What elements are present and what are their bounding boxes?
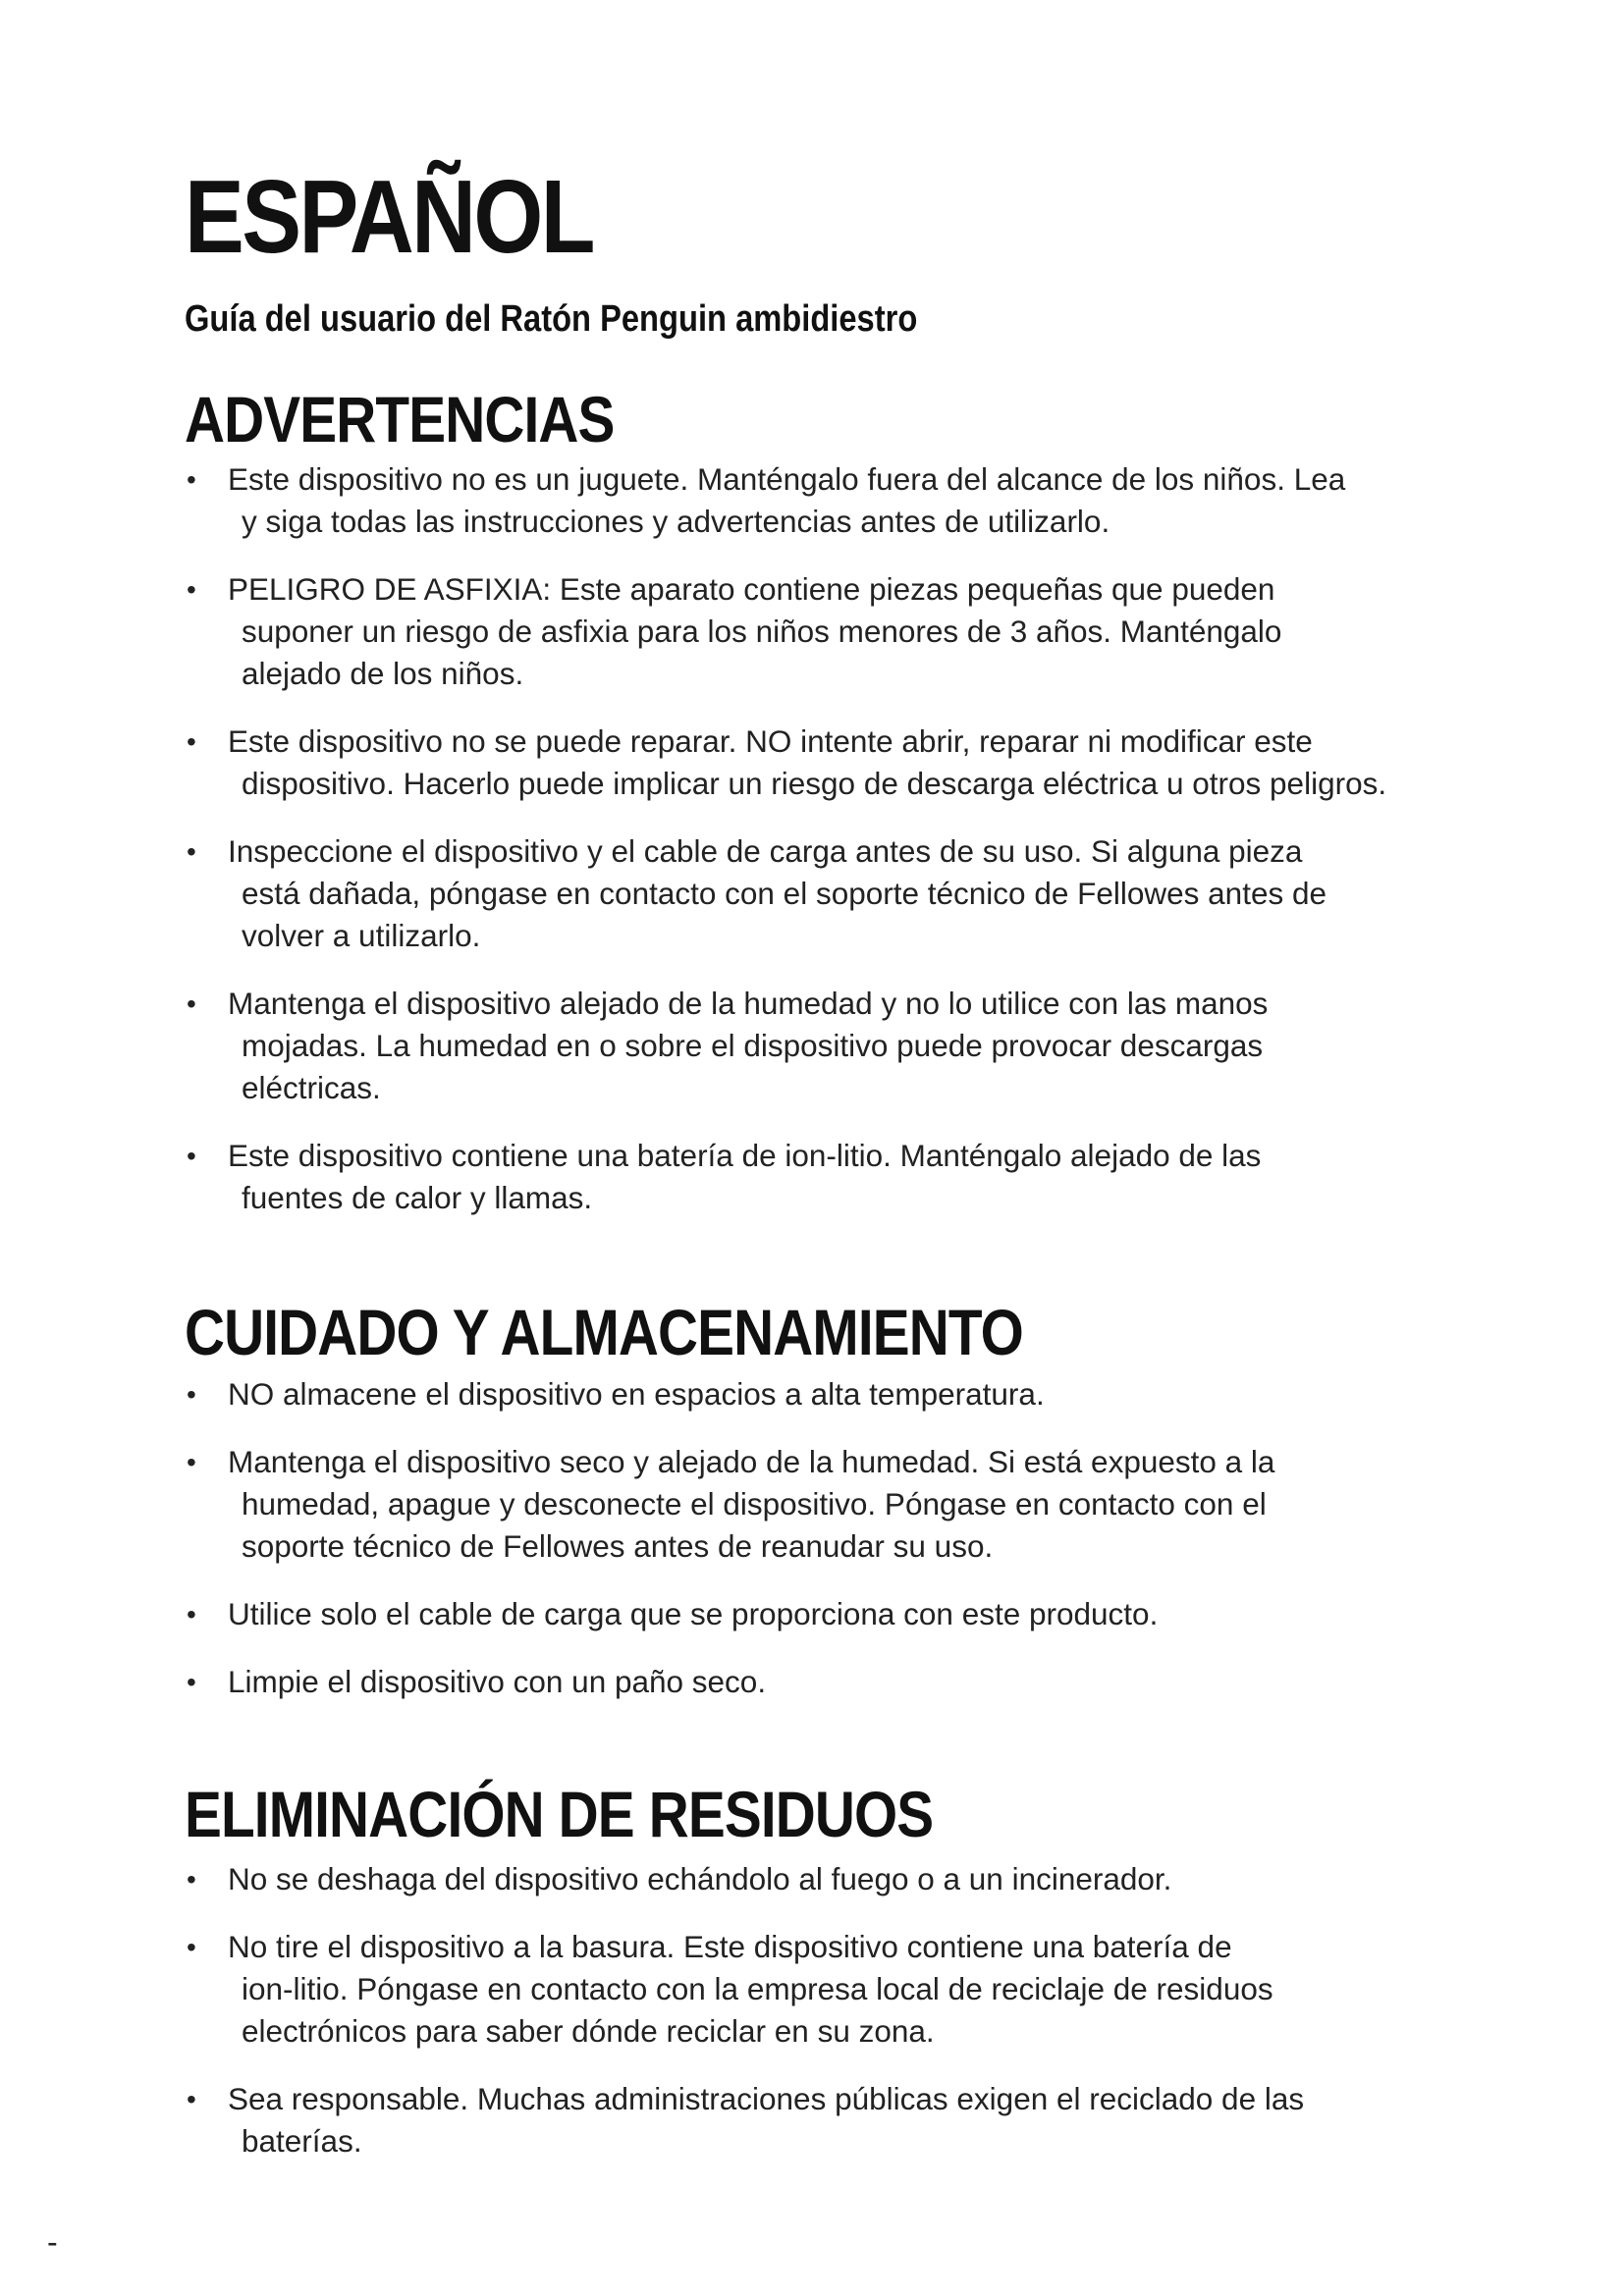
list-item: • Mantenga el dispositivo seco y alejado de la humedad. Si está expuesto a la humedad, apague y desconecte el dispositivo. Póngase en contacto con el soporte técnico de Fellowes antes de reanudar su uso. <box>185 1441 1500 1568</box>
page-marker: - <box>47 2224 58 2260</box>
advertencias-list <box>185 458 1500 1219</box>
list-item: • Mantenga el dispositivo alejado de la humedad y no lo utilice con las manos mojadas. La humedad en o sobre el dispositivo puede provocar descargas eléctricas. <box>185 983 1500 1109</box>
section-heading-cuidado: CUIDADO Y ALMACENAMIENTO <box>185 1296 1023 1368</box>
section-heading-advertencias: ADVERTENCIAS <box>185 383 615 455</box>
language-title: ESPAÑOL <box>185 159 593 275</box>
list-item: • Limpie el dispositivo con un paño seco. <box>185 1661 1500 1703</box>
list-item: • No tire el dispositivo a la basura. Este dispositivo contiene una batería de ion-litio. Póngase en contacto con la empresa local de reciclaje de residuos electrónicos para saber dónde reciclar en su zona. <box>185 1926 1500 2053</box>
bullet-icon: • <box>187 1864 196 1895</box>
list-item: • Inspeccione el dispositivo y el cable de carga antes de su uso. Si alguna pieza está dañada, póngase en contacto con el soporte técnico de Fellowes antes de volver a utilizarlo. <box>185 830 1500 957</box>
bullet-icon: • <box>187 1141 196 1171</box>
bullet-icon: • <box>187 1447 196 1477</box>
cuidado-list <box>185 1373 1500 1703</box>
eliminacion-list <box>185 1858 1500 2163</box>
bullet-icon: • <box>187 574 196 605</box>
list-item: • Este dispositivo no se puede reparar. NO intente abrir, reparar ni modificar este dispositivo. Hacerlo puede implicar un riesgo de descarga eléctrica u otros peligros. <box>185 721 1500 805</box>
bullet-icon: • <box>187 2084 196 2114</box>
list-item: • No se deshaga del dispositivo echándolo al fuego o a un incinerador. <box>185 1858 1500 1900</box>
bullet-icon: • <box>187 1932 196 1962</box>
bullet-icon: • <box>187 1667 196 1697</box>
bullet-icon: • <box>187 988 196 1019</box>
section-heading-eliminacion: ELIMINACIÓN DE RESIDUOS <box>185 1778 934 1850</box>
document-subtitle: Guía del usuario del Ratón Penguin ambidiestro <box>185 298 918 340</box>
list-item: • PELIGRO DE ASFIXIA: Este aparato contiene piezas pequeñas que pueden suponer un riesgo de asfixia para los niños menores de 3 años. Manténgalo alejado de los niños. <box>185 568 1500 695</box>
list-item: • Este dispositivo contiene una batería de ion-litio. Manténgalo alejado de las fuentes de calor y llamas. <box>185 1135 1500 1219</box>
bullet-icon: • <box>187 1379 196 1410</box>
bullet-icon: • <box>187 726 196 757</box>
bullet-icon: • <box>187 464 196 495</box>
list-item: • Este dispositivo no es un juguete. Manténgalo fuera del alcance de los niños. Lea y siga todas las instrucciones y advertencias antes de utilizarlo. <box>185 458 1500 543</box>
list-item: • NO almacene el dispositivo en espacios a alta temperatura. <box>185 1373 1500 1415</box>
bullet-icon: • <box>187 1599 196 1629</box>
list-item: • Sea responsable. Muchas administraciones públicas exigen el reciclado de las baterías. <box>185 2078 1500 2163</box>
bullet-icon: • <box>187 836 196 867</box>
list-item: • Utilice solo el cable de carga que se proporciona con este producto. <box>185 1593 1500 1635</box>
